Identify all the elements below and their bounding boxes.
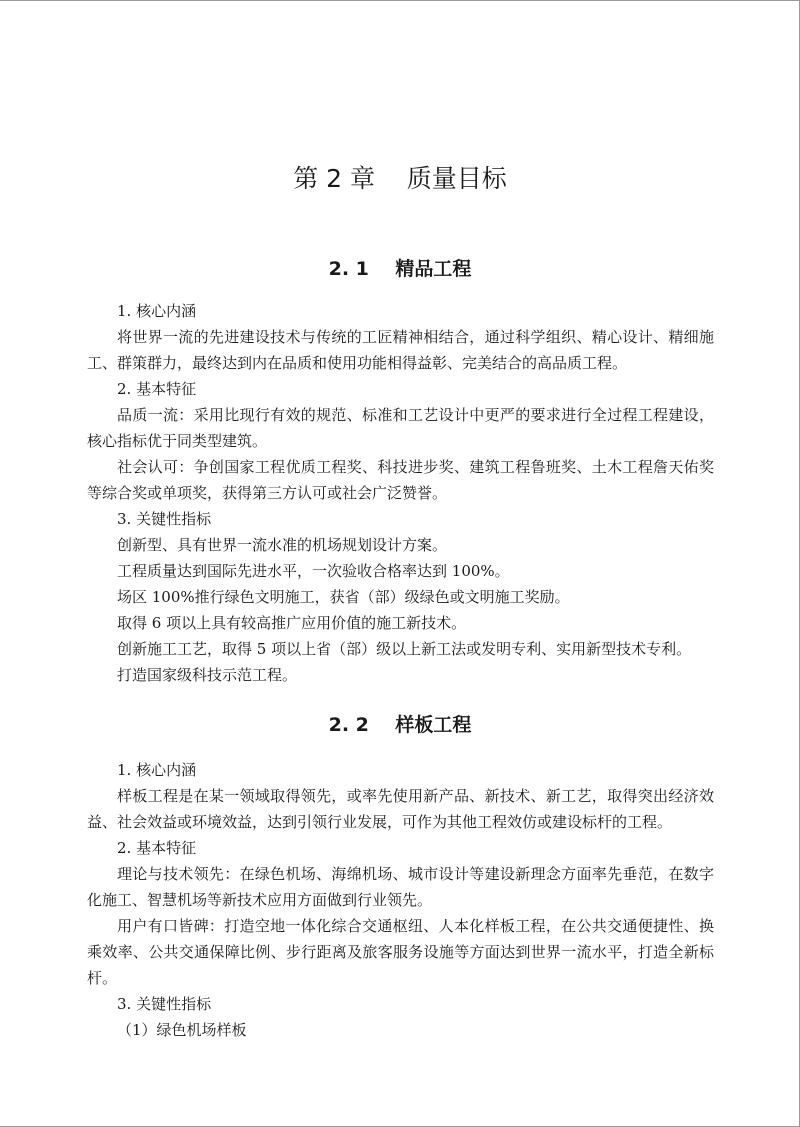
subheading-key-indicators: 3. 关键性指标: [117, 995, 212, 1013]
subheading-core-meaning: 1. 核心内涵: [117, 302, 197, 320]
subheading-key-indicators: 3. 关键性指标: [117, 510, 212, 528]
paragraph: 用户有口皆碑：打造空地一体化综合交通枢纽、人本化样板工程，在公共交通便捷性、换乘效率、公共交通保障比例、步行距离及旅客服务设施等方面达到世界一流水平，打造全新标杆。: [87, 917, 714, 987]
chapter-title: 第 2 章 质量目标: [293, 164, 507, 193]
paragraph: 品质一流：采用比现行有效的规范、标准和工艺设计中更严的要求进行全过程工程建设，核心指标优于同类型建筑。: [87, 406, 714, 450]
subheading-basic-features: 2. 基本特征: [117, 380, 197, 398]
paragraph: 创新型、具有世界一流水准的机场规划设计方案。: [117, 536, 448, 554]
paragraph: 将世界一流的先进建设技术与传统的工匠精神相结合，通过科学组织、精心设计、精细施工、群策群力，最终达到内在品质和使用功能相得益彰、完美结合的高品质工程。: [87, 328, 714, 372]
paragraph: 理论与技术领先：在绿色机场、海绵机场、城市设计等建设新理念方面率先垂范，在数字化施工、智慧机场等新技术应用方面做到行业领先。: [87, 865, 714, 909]
paragraph: 样板工程是在某一领域取得领先，或率先使用新产品、新技术、新工艺，取得突出经济效益、社会效益或环境效益，达到引领行业发展，可作为其他工程效仿或建设标杆的工程。: [87, 787, 714, 831]
section-2-1-body: [87, 298, 714, 688]
subheading-green-airport: （1）绿色机场样板: [117, 1021, 247, 1039]
section-2-2-body: [87, 757, 714, 1043]
paragraph: 创新施工工艺，取得 5 项以上省（部）级以上新工法或发明专利、实用新型技术专利。: [117, 640, 692, 658]
subheading-basic-features: 2. 基本特征: [117, 839, 197, 857]
paragraph: 场区 100%推行绿色文明施工，获省（部）级绿色或文明施工奖励。: [117, 588, 570, 606]
paragraph: 社会认可：争创国家工程优质工程奖、科技进步奖、建筑工程鲁班奖、土木工程詹天佑奖等综合奖或单项奖，获得第三方认可或社会广泛赞誉。: [87, 458, 714, 502]
section-title-2-1: 2. 1 精品工程: [328, 258, 472, 280]
paragraph: 打造国家级科技示范工程。: [117, 666, 298, 684]
paragraph: 取得 6 项以上具有较高推广应用价值的施工新技术。: [117, 614, 467, 632]
subheading-core-meaning: 1. 核心内涵: [117, 761, 197, 779]
section-title-2-2: 2. 2 样板工程: [328, 714, 472, 736]
paragraph: 工程质量达到国际先进水平，一次验收合格率达到 100%。: [117, 562, 510, 580]
